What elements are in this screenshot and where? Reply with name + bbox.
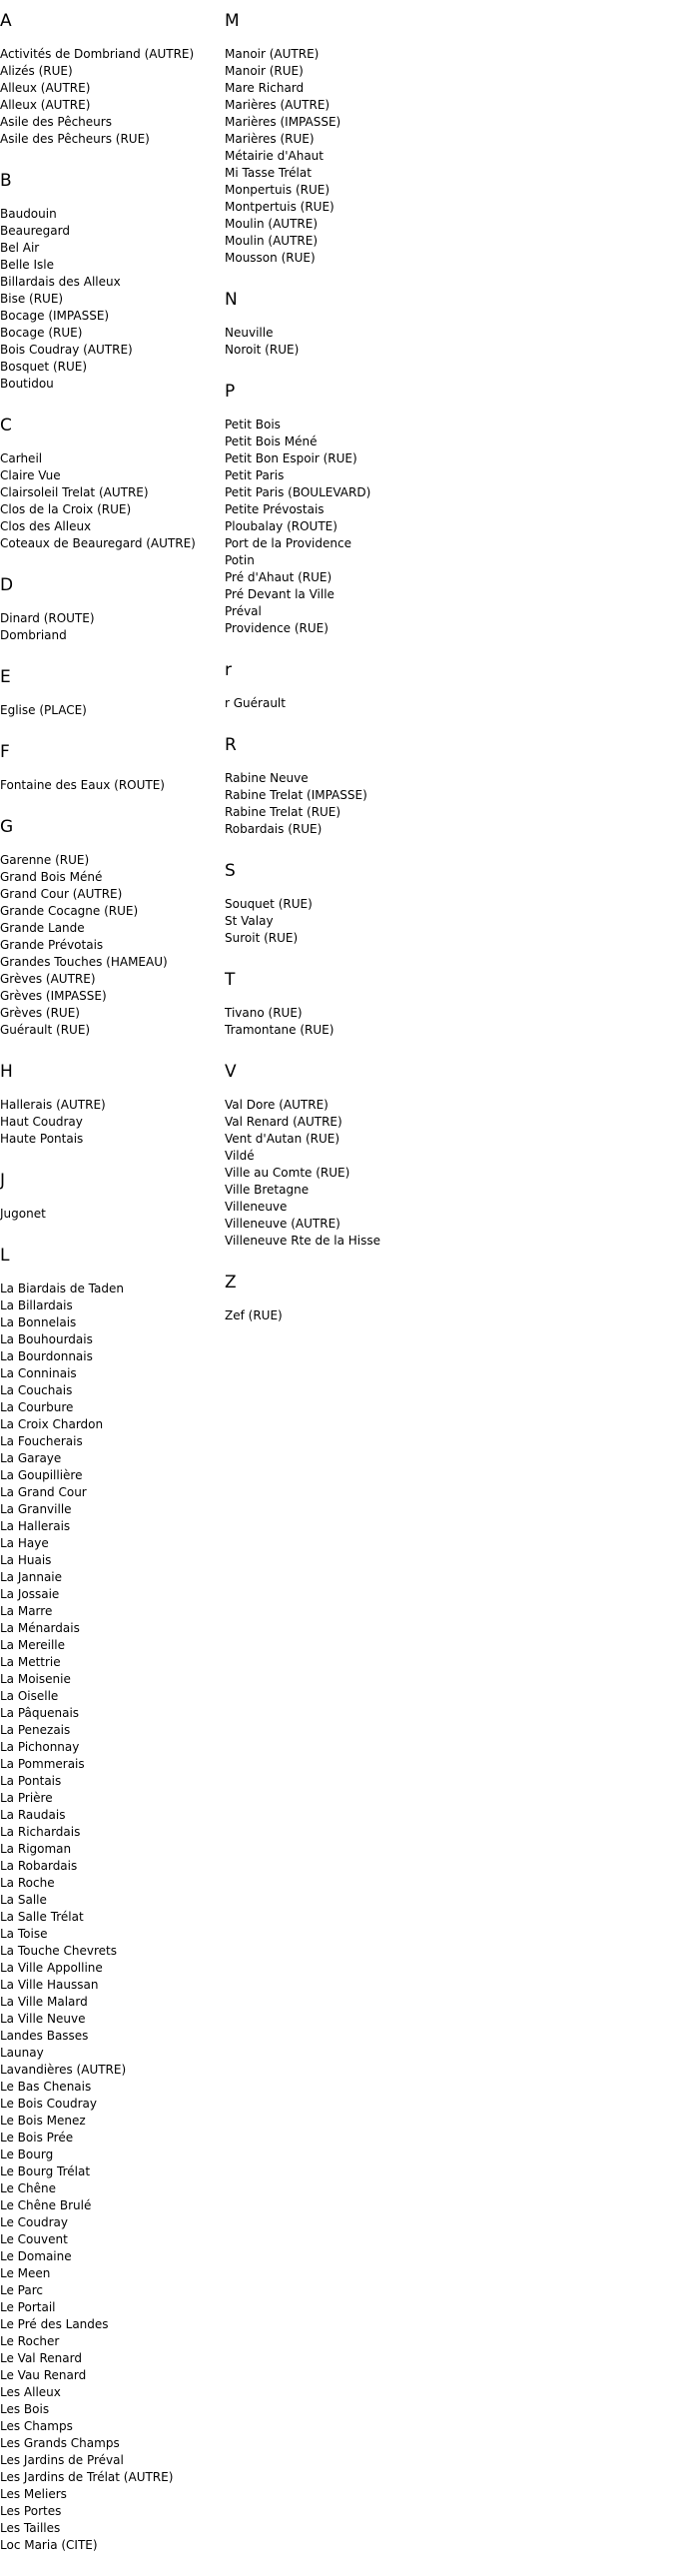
section-letter-heading: A bbox=[0, 11, 12, 31]
index-column-right bbox=[225, 10, 449, 1346]
street-list-item: Le Domaine bbox=[0, 2249, 72, 2263]
street-list-item: St Valay bbox=[225, 914, 274, 928]
street-list-item: Grand Cour (AUTRE) bbox=[0, 887, 123, 901]
street-list-item: Grèves (RUE) bbox=[0, 1006, 80, 1020]
street-list-item: Asile des Pêcheurs (RUE) bbox=[0, 132, 150, 146]
street-list-item: Grande Prévotais bbox=[0, 938, 104, 952]
street-list bbox=[225, 1307, 449, 1324]
street-list-item: Belle Isle bbox=[0, 258, 54, 272]
street-list-item: La Pommerais bbox=[0, 1757, 85, 1771]
letter-section bbox=[225, 1272, 449, 1324]
section-letter-heading: L bbox=[0, 1246, 10, 1266]
street-list-item: Noroit (RUE) bbox=[225, 343, 300, 357]
street-list bbox=[225, 417, 449, 637]
street-list-item: Les Alleux bbox=[0, 2385, 61, 2399]
street-list-item: Petit Paris (BOULEVARD) bbox=[225, 485, 371, 499]
street-list-item: Manoir (RUE) bbox=[225, 64, 304, 78]
street-list-item: Moulin (AUTRE) bbox=[225, 217, 318, 231]
street-list-item: La Hallerais bbox=[0, 1519, 71, 1533]
street-list-item: Pré Devant la Ville bbox=[225, 587, 335, 601]
street-list-item: La Biardais de Taden bbox=[0, 1282, 124, 1295]
street-list-item: Dinard (ROUTE) bbox=[0, 611, 95, 625]
street-list-item: Activités de Dombriand (AUTRE) bbox=[0, 47, 195, 61]
street-list-item: Bosquet (RUE) bbox=[0, 360, 88, 374]
street-list bbox=[225, 1005, 449, 1039]
letter-section bbox=[0, 816, 225, 1039]
street-list-item: Baudouin bbox=[0, 207, 57, 221]
street-list bbox=[0, 1097, 225, 1148]
street-list-item: Le Couvent bbox=[0, 2232, 68, 2246]
street-list-item: La Croix Chardon bbox=[0, 1417, 104, 1431]
section-letter-heading: F bbox=[0, 742, 10, 762]
street-list-item: Bocage (IMPASSE) bbox=[0, 309, 110, 323]
street-list-item: Les Bois bbox=[0, 2402, 50, 2416]
letter-section bbox=[0, 666, 225, 719]
street-list-item: Zef (RUE) bbox=[225, 1308, 283, 1322]
street-list-item: Petit Paris bbox=[225, 468, 285, 482]
street-list-item: Le Bourg Trélat bbox=[0, 2164, 91, 2178]
section-letter-heading: r bbox=[225, 660, 232, 680]
section-letter-heading: P bbox=[225, 382, 236, 402]
street-list-item: La Ville Haussan bbox=[0, 1978, 99, 1992]
section-letter-heading: C bbox=[0, 416, 12, 435]
street-list-item: Marières (AUTRE) bbox=[225, 98, 331, 112]
street-list-item: Petite Prévostais bbox=[225, 502, 325, 516]
street-list-item: Val Dore (AUTRE) bbox=[225, 1098, 329, 1112]
street-list-item: Launay bbox=[0, 2046, 44, 2060]
street-list-item: Tramontane (RUE) bbox=[225, 1023, 335, 1037]
street-list-item: Grèves (IMPASSE) bbox=[0, 989, 107, 1003]
street-list-item: Bocage (RUE) bbox=[0, 326, 83, 340]
street-list-item: Le Bois Prée bbox=[0, 2131, 74, 2145]
street-list-item: Garenne (RUE) bbox=[0, 853, 90, 867]
street-list-item: Le Coudray bbox=[0, 2215, 69, 2229]
letter-section bbox=[0, 741, 225, 794]
street-list-item: La Salle bbox=[0, 1893, 47, 1907]
street-list-item: La Garaye bbox=[0, 1451, 62, 1465]
street-list-item: Les Jardins de Préval bbox=[0, 2453, 124, 2467]
street-list-item: La Goupillière bbox=[0, 1468, 83, 1482]
street-list-item: La Bonnelais bbox=[0, 1315, 77, 1329]
street-list-item: Le Bois Coudray bbox=[0, 2097, 97, 2111]
street-list-item: Grèves (AUTRE) bbox=[0, 972, 96, 986]
street-list-item: La Pontais bbox=[0, 1774, 62, 1788]
street-list-item: Le Bourg bbox=[0, 2147, 54, 2161]
street-list-item: Villeneuve (AUTRE) bbox=[225, 1217, 340, 1231]
street-list-item: Le Bois Menez bbox=[0, 2114, 86, 2128]
street-list-item: Dombriand bbox=[0, 628, 67, 642]
section-letter-heading: D bbox=[0, 575, 14, 595]
index-column-left bbox=[0, 10, 225, 2576]
street-list bbox=[225, 770, 449, 838]
street-list-item: Mare Richard bbox=[225, 81, 305, 95]
section-letter-heading: R bbox=[225, 735, 237, 755]
street-list-item: Bise (RUE) bbox=[0, 292, 64, 306]
street-list-item: La Bourdonnais bbox=[0, 1349, 93, 1363]
letter-section bbox=[225, 860, 449, 947]
section-letter-heading: S bbox=[225, 861, 236, 881]
section-letter-heading: Z bbox=[225, 1273, 237, 1292]
street-list-item: Grande Cocagne (RUE) bbox=[0, 904, 139, 918]
street-list-item: Le Pré des Landes bbox=[0, 2317, 109, 2331]
street-list-item: La Jossaie bbox=[0, 1587, 60, 1601]
section-letter-heading: G bbox=[0, 817, 14, 837]
street-list-item: Rabine Trelat (IMPASSE) bbox=[225, 788, 367, 802]
letter-section bbox=[225, 659, 449, 712]
street-list bbox=[225, 325, 449, 359]
street-list-item: La Oiselle bbox=[0, 1689, 59, 1703]
street-list-item: La Pâquenais bbox=[0, 1706, 80, 1720]
street-list-item: Haute Pontais bbox=[0, 1132, 84, 1146]
letter-section bbox=[225, 289, 449, 359]
street-list-item: Landes Basses bbox=[0, 2029, 89, 2043]
letter-section bbox=[0, 170, 225, 393]
street-list-item: Mousson (RUE) bbox=[225, 251, 316, 265]
street-list-item: Grand Bois Méné bbox=[0, 870, 103, 884]
street-list-item: La Roche bbox=[0, 1876, 55, 1890]
street-list-item: La Touche Chevrets bbox=[0, 1944, 117, 1958]
street-list-item: Souquet (RUE) bbox=[225, 897, 313, 911]
street-list-item: La Granville bbox=[0, 1502, 72, 1516]
street-list-item: La Ville Malard bbox=[0, 1995, 88, 2009]
street-list-item: La Haye bbox=[0, 1536, 49, 1550]
street-list-item: Préval bbox=[225, 604, 262, 618]
street-list-item: Les Tailles bbox=[0, 2521, 61, 2535]
street-list-item: Loc Maria (CITE) bbox=[0, 2538, 98, 2552]
street-list bbox=[0, 206, 225, 393]
section-letter-heading: N bbox=[225, 290, 238, 310]
street-list-item: Le Parc bbox=[0, 2283, 43, 2297]
letter-section bbox=[0, 415, 225, 552]
street-list-item: La Robardais bbox=[0, 1859, 78, 1873]
street-list-item: La Pichonnay bbox=[0, 1740, 80, 1754]
street-list-item: La Couchais bbox=[0, 1383, 73, 1397]
street-list-item: Le Chêne bbox=[0, 2181, 57, 2195]
street-list-item: Coteaux de Beauregard (AUTRE) bbox=[0, 536, 196, 550]
street-list-item: Le Portail bbox=[0, 2300, 56, 2314]
street-list-item: Vildé bbox=[225, 1149, 255, 1163]
street-list-item: Bois Coudray (AUTRE) bbox=[0, 343, 133, 357]
street-list-item: La Jannaie bbox=[0, 1570, 63, 1584]
section-letter-heading: H bbox=[0, 1062, 13, 1082]
letter-section bbox=[0, 1245, 225, 2554]
street-list-item: Ploubalay (ROUTE) bbox=[225, 519, 337, 533]
street-list-item: Asile des Pêcheurs bbox=[0, 115, 112, 129]
street-list-item: La Billardais bbox=[0, 1298, 73, 1312]
street-list-item: Villeneuve bbox=[225, 1200, 288, 1214]
street-list bbox=[225, 695, 449, 712]
street-list-item: Rabine Neuve bbox=[225, 771, 309, 785]
street-list-item: La Marre bbox=[0, 1604, 53, 1618]
street-list-item: La Prière bbox=[0, 1791, 53, 1805]
street-list-item: Grandes Touches (HAMEAU) bbox=[0, 955, 168, 969]
street-list-item: La Ville Appolline bbox=[0, 1961, 103, 1975]
street-list bbox=[225, 46, 449, 267]
section-letter-heading: B bbox=[0, 171, 12, 191]
street-list-item: Clos des Alleux bbox=[0, 519, 92, 533]
street-list-item: La Bouhourdais bbox=[0, 1332, 93, 1346]
street-list-item: Tivano (RUE) bbox=[225, 1006, 303, 1020]
letter-section bbox=[0, 10, 225, 148]
street-list-item: La Foucherais bbox=[0, 1434, 83, 1448]
street-list-item: La Richardais bbox=[0, 1825, 81, 1839]
street-list-item: Eglise (PLACE) bbox=[0, 703, 87, 717]
street-list-item: Rabine Trelat (RUE) bbox=[225, 805, 341, 819]
street-list-item: Le Bas Chenais bbox=[0, 2080, 92, 2094]
street-list-item: Marières (RUE) bbox=[225, 132, 315, 146]
street-list bbox=[225, 1097, 449, 1250]
street-list-item: La Conninais bbox=[0, 1366, 77, 1380]
street-list-item: La Mereille bbox=[0, 1638, 66, 1652]
street-list-item: La Rigoman bbox=[0, 1842, 72, 1856]
street-list-item: Les Champs bbox=[0, 2419, 73, 2433]
street-list-item: Métairie d'Ahaut bbox=[225, 149, 324, 163]
street-list-item: Lavandières (AUTRE) bbox=[0, 2063, 127, 2077]
street-list-item: Providence (RUE) bbox=[225, 621, 329, 635]
street-list-item: Suroit (RUE) bbox=[225, 931, 299, 945]
street-list-item: Le Meen bbox=[0, 2266, 51, 2280]
street-list-item: La Ville Neuve bbox=[0, 2012, 86, 2026]
street-list-item: Jugonet bbox=[0, 1207, 46, 1221]
street-list-item: La Ménardais bbox=[0, 1621, 80, 1635]
street-list-item: La Mettrie bbox=[0, 1655, 61, 1669]
street-list-item: Carheil bbox=[0, 451, 43, 465]
street-list-item: Boutidou bbox=[0, 377, 54, 391]
street-list-item: Le Val Renard bbox=[0, 2351, 82, 2365]
street-list-item: Robardais (RUE) bbox=[225, 822, 323, 836]
section-letter-heading: J bbox=[0, 1171, 6, 1191]
street-list bbox=[0, 1281, 225, 2554]
street-list-item: Ville Bretagne bbox=[225, 1183, 310, 1197]
section-letter-heading: E bbox=[0, 667, 11, 687]
street-list-item: Claire Vue bbox=[0, 468, 61, 482]
street-list-item: Clairsoleil Trelat (AUTRE) bbox=[0, 485, 149, 499]
letter-section bbox=[225, 381, 449, 637]
street-list-item: Les Grands Champs bbox=[0, 2436, 120, 2450]
letter-section bbox=[225, 1061, 449, 1250]
street-list-item: La Huais bbox=[0, 1553, 52, 1567]
street-list-item: Alizés (RUE) bbox=[0, 64, 73, 78]
street-list bbox=[0, 777, 225, 794]
street-list bbox=[0, 46, 225, 148]
section-letter-heading: V bbox=[225, 1062, 237, 1082]
letter-section bbox=[0, 1170, 225, 1223]
street-list-item: Haut Coudray bbox=[0, 1115, 83, 1129]
section-letter-heading: T bbox=[225, 970, 236, 990]
letter-section bbox=[225, 969, 449, 1039]
street-list-item: Alleux (AUTRE) bbox=[0, 98, 91, 112]
street-list bbox=[0, 852, 225, 1039]
street-list-item: La Toise bbox=[0, 1927, 48, 1941]
street-list-item: Le Vau Renard bbox=[0, 2368, 87, 2382]
street-list-item: Alleux (AUTRE) bbox=[0, 81, 91, 95]
street-list-item: La Salle Trélat bbox=[0, 1910, 84, 1924]
street-list-item: La Penezais bbox=[0, 1723, 71, 1737]
letter-section bbox=[225, 734, 449, 838]
street-list-item: Neuville bbox=[225, 326, 274, 340]
street-list-item: La Raudais bbox=[0, 1808, 66, 1822]
section-letter-heading: M bbox=[225, 11, 240, 31]
street-list-item: Grande Lande bbox=[0, 921, 85, 935]
street-list-item: Beauregard bbox=[0, 224, 70, 238]
street-list bbox=[0, 1206, 225, 1223]
letter-section bbox=[225, 10, 449, 267]
street-list-item: Villeneuve Rte de la Hisse bbox=[225, 1234, 381, 1248]
street-list bbox=[0, 450, 225, 552]
street-list-item: Billardais des Alleux bbox=[0, 275, 121, 289]
street-list bbox=[0, 702, 225, 719]
street-list-item: Monpertuis (RUE) bbox=[225, 183, 331, 197]
street-list-item: Port de la Providence bbox=[225, 536, 351, 550]
street-list-item: Les Jardins de Trélat (AUTRE) bbox=[0, 2470, 174, 2484]
street-list-item: La Moisenie bbox=[0, 1672, 71, 1686]
street-list-item: La Grand Cour bbox=[0, 1485, 87, 1499]
street-list-item: Le Rocher bbox=[0, 2334, 60, 2348]
street-list-item: r Guérault bbox=[225, 696, 286, 710]
street-list-item: Mi Tasse Trélat bbox=[225, 166, 312, 180]
street-list-item: Marières (IMPASSE) bbox=[225, 115, 341, 129]
street-list-item: Montpertuis (RUE) bbox=[225, 200, 335, 214]
letter-section bbox=[0, 574, 225, 644]
street-list-item: Pré d'Ahaut (RUE) bbox=[225, 570, 333, 584]
street-list-item: Fontaine des Eaux (ROUTE) bbox=[0, 778, 165, 792]
street-list-item: Petit Bon Espoir (RUE) bbox=[225, 451, 357, 465]
letter-section bbox=[0, 1061, 225, 1148]
street-list-item: Clos de la Croix (RUE) bbox=[0, 502, 132, 516]
street-list-item: Manoir (AUTRE) bbox=[225, 47, 320, 61]
street-list-item: Vent d'Autan (RUE) bbox=[225, 1132, 340, 1146]
street-list-item: Moulin (AUTRE) bbox=[225, 234, 318, 248]
street-list-item: Potin bbox=[225, 553, 255, 567]
street-list-item: Petit Bois Méné bbox=[225, 434, 318, 448]
street-list-item: Les Meliers bbox=[0, 2487, 67, 2501]
street-list-item: Hallerais (AUTRE) bbox=[0, 1098, 106, 1112]
street-list-item: Guérault (RUE) bbox=[0, 1023, 91, 1037]
street-list-item: Petit Bois bbox=[225, 418, 281, 431]
street-list-item: Val Renard (AUTRE) bbox=[225, 1115, 342, 1129]
street-list-item: Bel Air bbox=[0, 241, 40, 255]
street-list-item: La Courbure bbox=[0, 1400, 74, 1414]
street-list-item: Le Chêne Brulé bbox=[0, 2198, 92, 2212]
street-list-item: Les Portes bbox=[0, 2504, 62, 2518]
street-list bbox=[225, 896, 449, 947]
street-list-item: Ville au Comte (RUE) bbox=[225, 1166, 350, 1180]
street-list bbox=[0, 610, 225, 644]
